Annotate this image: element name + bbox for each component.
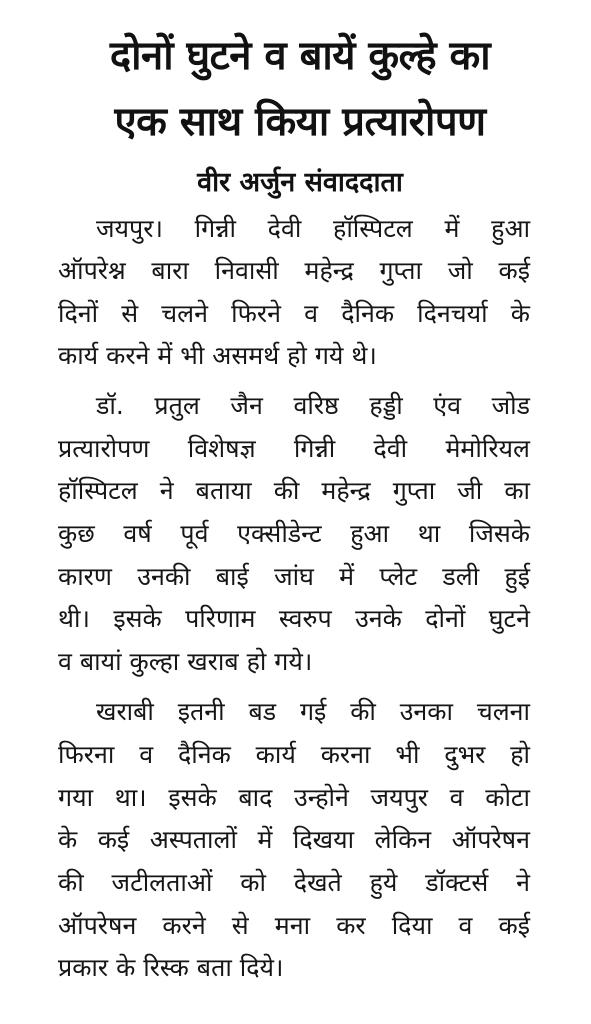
body-line: व बायां कुल्हा खराब हो गये।: [58, 647, 313, 676]
body-line: कारण उनकी बाई जांघ में प्लेट डली हुई: [58, 562, 530, 591]
body-line: दिनों से चलने फिरने व दैनिक दिनचर्या के: [58, 299, 530, 328]
body-line: की जटीलताओं को देखते हुये डॉक्टर्स ने: [58, 868, 530, 897]
headline-line-2: एक साथ किया प्रत्यारोपण: [114, 99, 486, 145]
byline: वीर अर्जुन संवाददाता: [197, 167, 403, 198]
body-line: ऑपरेषन करने से मना कर दिया व कई: [58, 911, 530, 940]
body-line: हॉस्पिटल ने बताया की महेन्द्र गुप्ता जी का: [58, 476, 530, 505]
body-line: जयपुर। गिन्नी देवी हॉस्पिटल में हुआ: [96, 214, 530, 243]
body-line: कुछ वर्ष पूर्व एक्सीडेन्ट हुआ था जिसके: [58, 519, 530, 548]
body-line: प्रत्यारोपण विशेषज्ञ गिन्नी देवी मेमोरियल: [58, 434, 530, 463]
body-line: खराबी इतनी बड गई की उनका चलना: [96, 697, 530, 726]
body-line: कार्य करने में भी असमर्थ हो गये थे।: [58, 341, 377, 370]
body-line: गया था। इसके बाद उन्होने जयपुर व कोटा: [58, 783, 530, 812]
body-line: डॉ. प्रतुल जैन वरिष्ठ हड्डी एंव जोड: [96, 391, 530, 420]
body-line: ऑपरेश्न बारा निवासी महेन्द्र गुप्ता जो कई: [58, 256, 530, 285]
body-line: फिरना व दैनिक कार्य करना भी दुभर हो: [58, 740, 530, 769]
body-line: के कई अस्पतालों में दिखया लेकिन ऑपरेषन: [58, 825, 530, 854]
body-line: प्रकार के रिस्क बता दिये।: [58, 953, 284, 982]
body-line: थी। इसके परिणाम स्वरुप उनके दोनों घुटने: [58, 604, 530, 633]
headline-line-1: दोनों घुटने व बायें कुल्हे का: [109, 33, 491, 79]
